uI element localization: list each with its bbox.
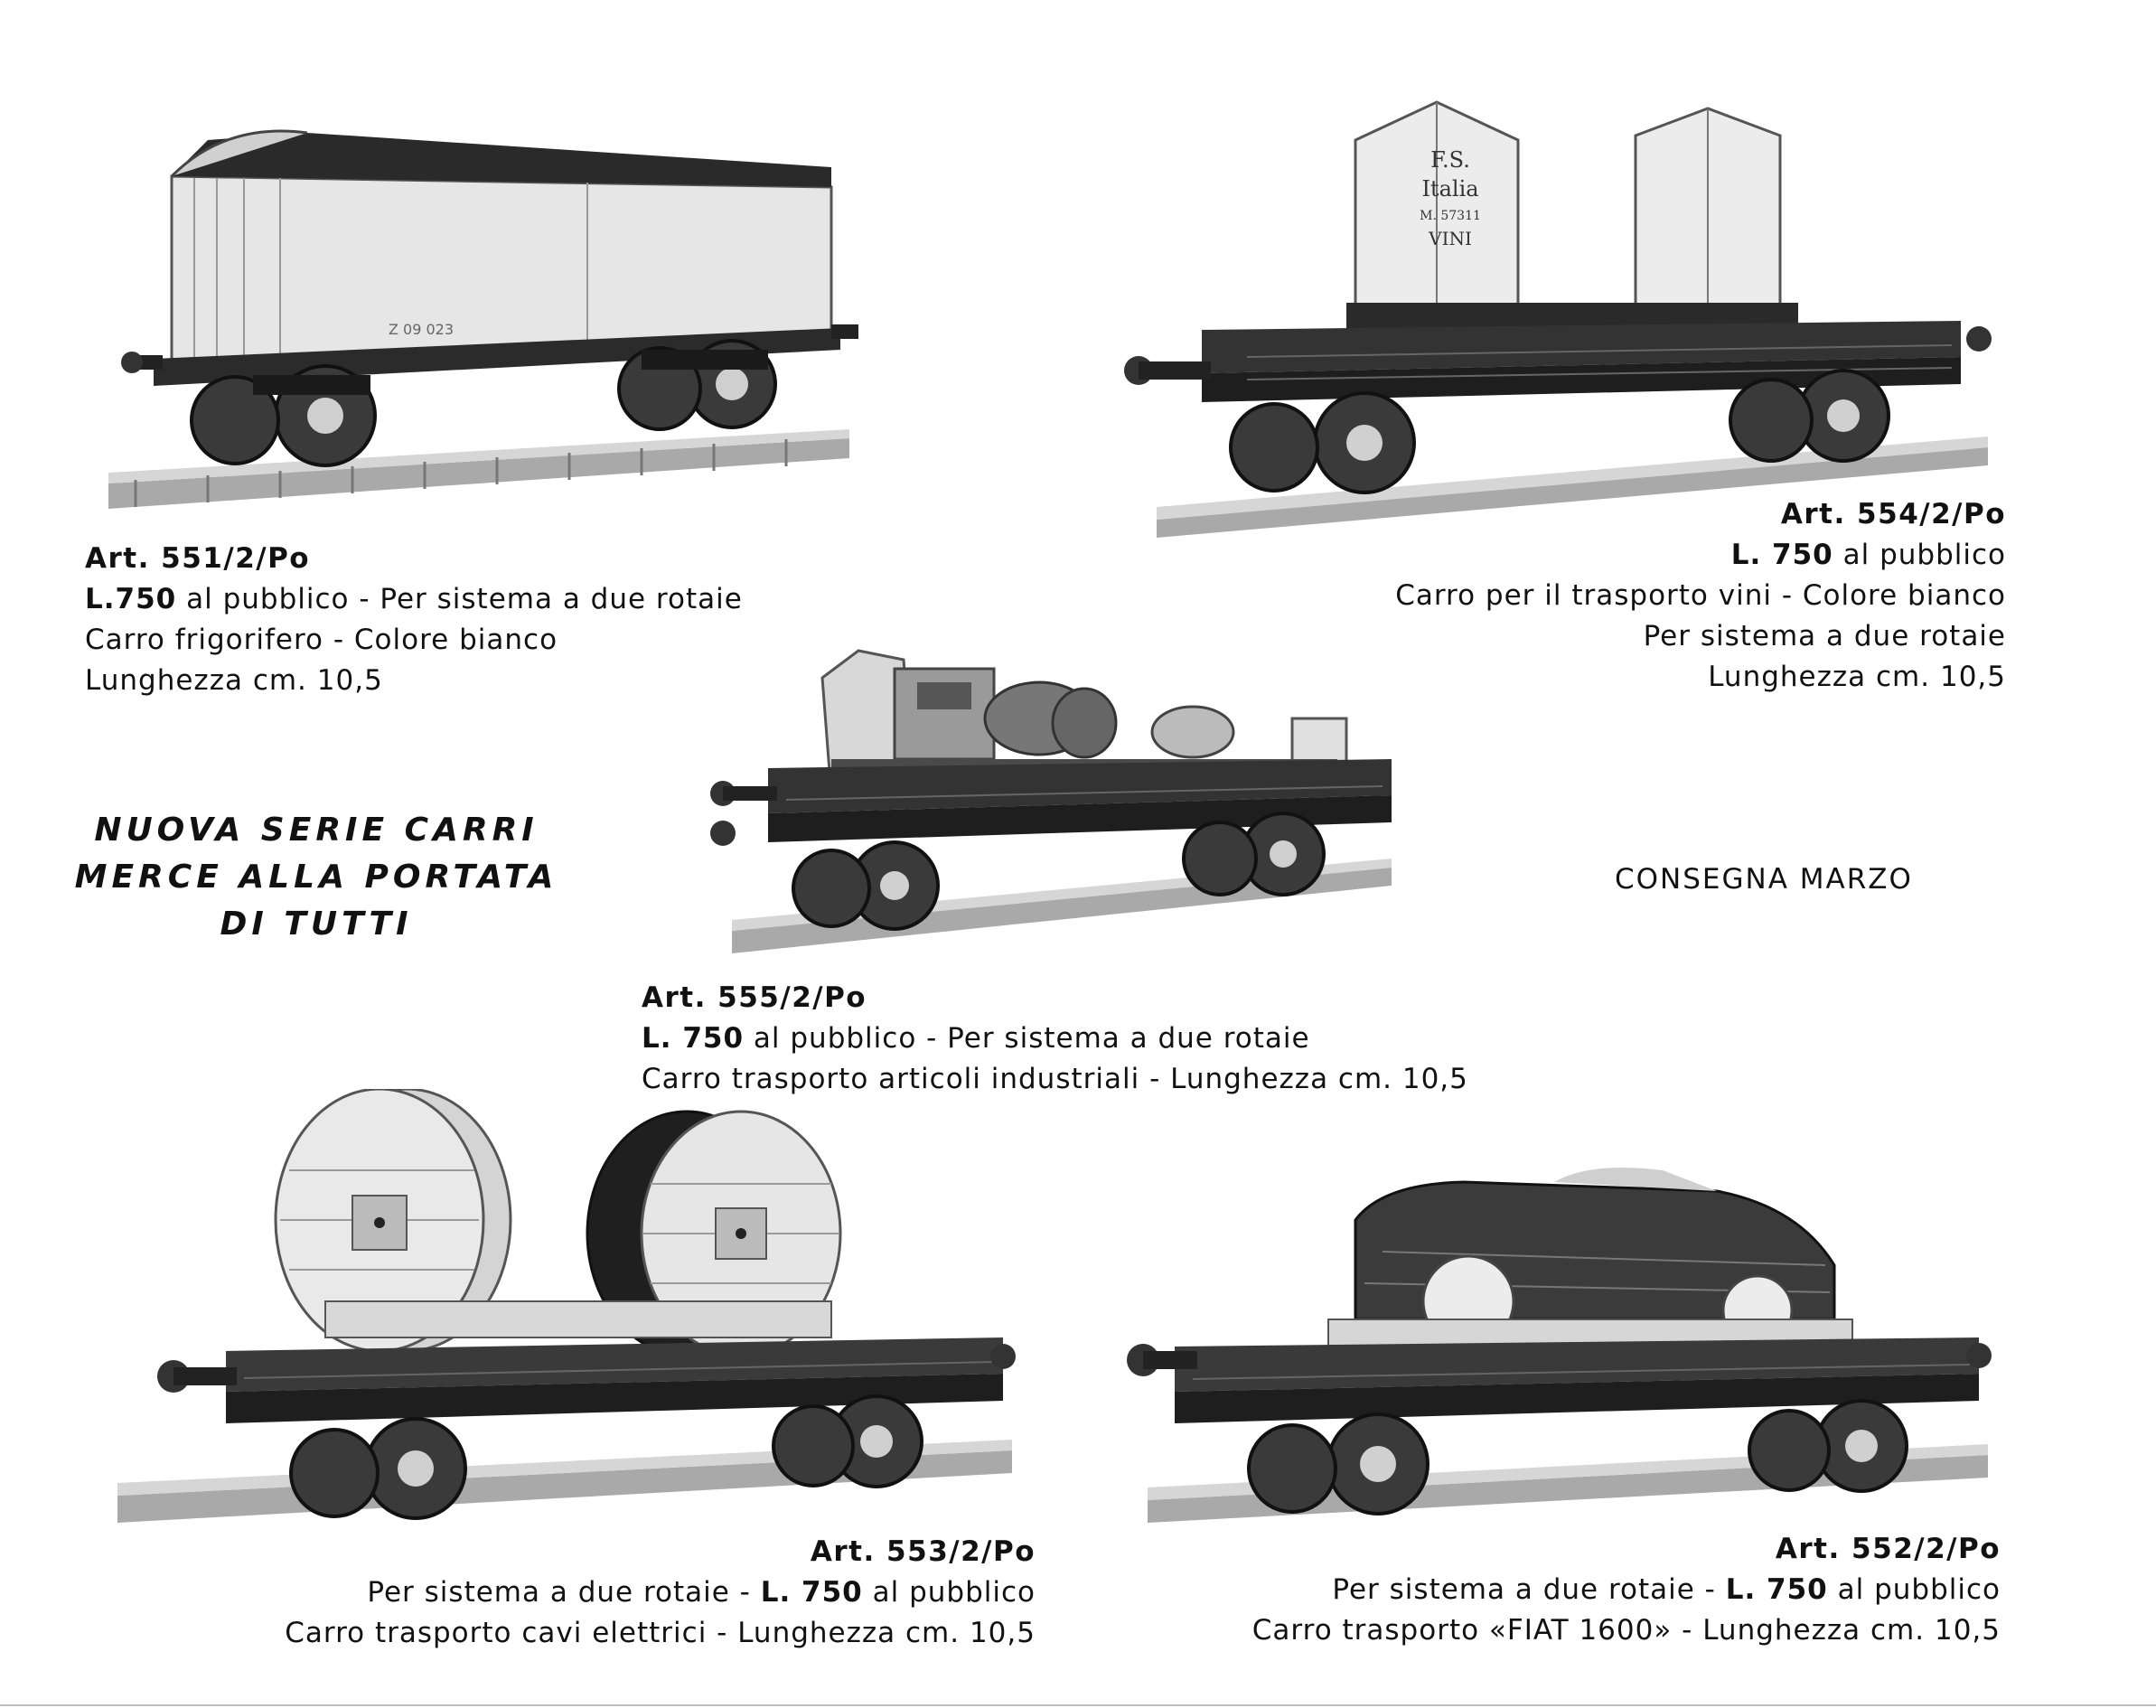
scan-edge-divider [0, 1704, 2156, 1706]
wine-tank-number: M. 57311 [1420, 209, 1481, 223]
system-text: Per sistema a due rotaie - [1332, 1573, 1726, 1606]
price-strong: L. 750 [1725, 1573, 1828, 1606]
fiat-car-photo [1084, 1166, 1997, 1527]
wine-car-photo [1066, 86, 1997, 538]
wine-tank-vini: VINI [1429, 228, 1472, 249]
description-line: Carro trasporto articoli industriali - Lunghezza cm. 10,5 [642, 1063, 1468, 1095]
price-rest: al pubblico [862, 1576, 1036, 1609]
price-strong: L. 750 [760, 1576, 863, 1609]
system-text: Per sistema a due rotaie - [367, 1576, 761, 1609]
description-line: Carro per il trasporto vini - Colore bianco [1395, 579, 2006, 612]
headline-line-3: DI TUTTI [220, 906, 413, 943]
price-line [1252, 1570, 2001, 1610]
description-line: Carro trasporto cavi elettrici - Lunghezza cm. 10,5 [285, 1617, 1036, 1649]
headline-line-1: NUOVA SERIE CARRI [94, 812, 539, 849]
description-line: Carro frigorifero - Colore bianco [85, 624, 558, 656]
length-line: Lunghezza cm. 10,5 [1708, 661, 2006, 693]
price-line [642, 1018, 1468, 1059]
wine-tank-italia: Italia [1421, 176, 1479, 202]
price-line [1395, 535, 2006, 576]
caption-554 [1395, 494, 2006, 698]
price-value: 750 [115, 583, 177, 615]
caption-555 [642, 978, 1468, 1100]
art-number: Art. 551/2/Po [85, 542, 311, 575]
price-rest: al pubblico [1833, 539, 2006, 571]
price-strong: L. 750 [1730, 539, 1833, 571]
cable-car-photo [108, 1089, 1021, 1532]
art-number: Art. 555/2/Po [642, 981, 867, 1014]
fridge-car-photo [99, 122, 858, 520]
industrial-car-photo [705, 633, 1428, 967]
length-line: Lunghezza cm. 10,5 [85, 664, 383, 697]
fridge-car-number: Z 09 023 [389, 321, 455, 338]
art-number: Art. 553/2/Po [810, 1535, 1036, 1568]
caption-551 [85, 539, 743, 701]
headline-line-2: MERCE ALLA PORTATA [74, 859, 558, 896]
price-rest: al pubblico [1827, 1573, 2001, 1606]
description-line: Carro trasporto «FIAT 1600» - Lunghezza cm. 10,5 [1251, 1614, 2001, 1647]
price-line [85, 579, 743, 620]
headline [63, 807, 569, 948]
caption-552 [1252, 1529, 2001, 1651]
price-prefix: L. [85, 583, 116, 615]
delivery-note: CONSEGNA MARZO [1615, 863, 1913, 896]
art-number: Art. 552/2/Po [1775, 1533, 2001, 1565]
price-rest: al pubblico - Per sistema a due rotaie [176, 583, 743, 615]
art-number: Art. 554/2/Po [1780, 498, 2006, 530]
system-line: Per sistema a due rotaie [1643, 620, 2006, 652]
wine-tank-fs: F.S. [1430, 147, 1470, 173]
price-line [285, 1572, 1036, 1613]
price-strong: L. 750 [642, 1022, 745, 1055]
caption-553 [285, 1532, 1036, 1654]
price-rest: al pubblico - Per sistema a due rotaie [744, 1022, 1310, 1055]
